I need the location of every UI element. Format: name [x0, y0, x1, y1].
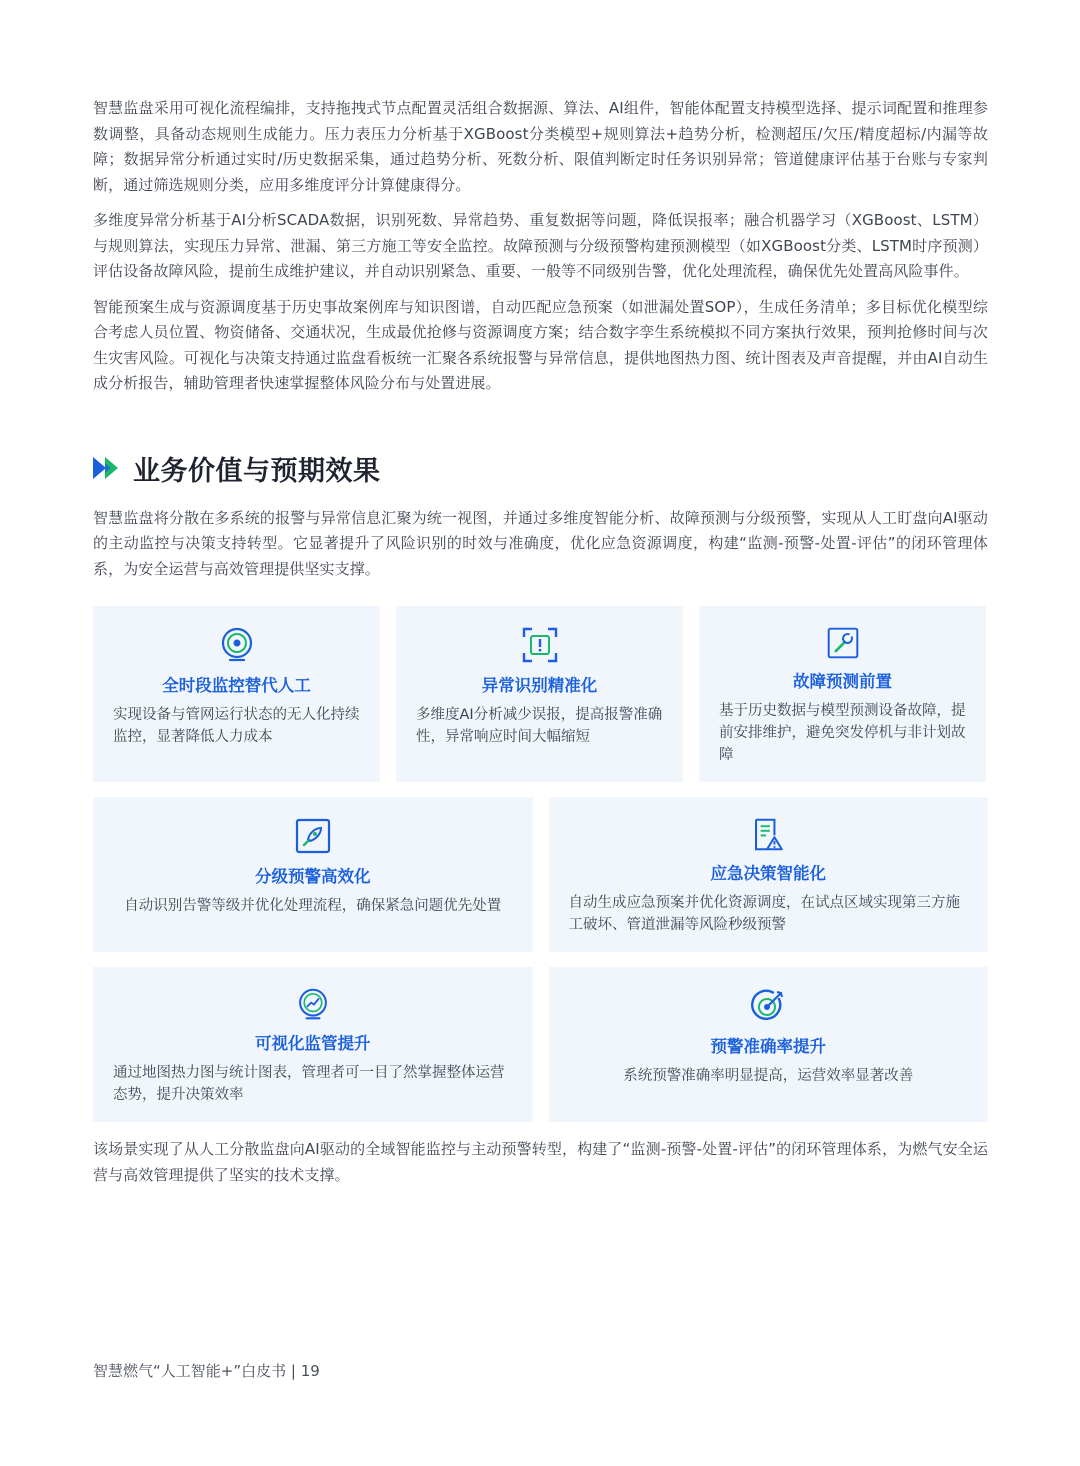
value-card	[93, 606, 380, 782]
section-intro: 智慧监盘将分散在多系统的报警与异常信息汇聚为统一视图，并通过多维度智能分析、故障预测与分级预警，实现从人工盯盘向AI驱动的主动监控与决策支持转型。它显著提升了风险识别的时效与准确度，优化应急资源调度，构建“监测-预警-处置-评估”的闭环管理体系，为安全运营与高效管理提供坚实支撑。	[93, 508, 988, 578]
card-description: 自动识别告警等级并优化处理流程，确保紧急问题优先处置	[124, 898, 502, 914]
page-footer: 智慧燃气“人工智能+”白皮书 | 19	[93, 1362, 320, 1380]
cards-row	[93, 606, 988, 782]
card-description: 实现设备与管网运行状态的无人化持续监控，显著降低人力成本	[113, 707, 360, 745]
paragraph: 多维度异常分析基于AI分析SCADA数据，识别死数、异常趋势、重复数据等问题，降低误报率；融合机器学习（XGBoost、LSTM）与规则算法，实现压力异常、泄漏、第三方施工等安全监控。故障预测与分级预警构建预测模型（如XGBoost分类、LSTM时序预测）评估设备故障风险，提前生成维护建议，并自动识别紧急、重要、一般等不同级别告警，优化处理流程，确保优先处置高风险事件。	[93, 211, 988, 280]
cards-row	[93, 797, 988, 952]
card-title: 应急决策智能化	[710, 864, 826, 883]
monitor-dial-icon	[218, 626, 256, 664]
card-title: 故障预测前置	[793, 672, 892, 691]
card-description: 通过地图热力图与统计图表，管理者可一目了然掌握整体运营态势，提升决策效率	[113, 1065, 505, 1103]
card-description: 系统预警准确率明显提高，运营效率显著改善	[623, 1068, 914, 1084]
double-arrow-icon	[93, 455, 125, 481]
card-description: 多维度AI分析减少误报，提高报警准确性，异常响应时间大幅缩短	[416, 707, 663, 745]
conclusion: 该场景实现了从人工分散监盘向AI驱动的全域智能监控与主动预警转型，构建了“监测-预警-处置-评估”的闭环管理体系，为燃气安全运营与高效管理提供了坚实的技术支撑。	[93, 1140, 988, 1184]
paragraph: 智慧监盘采用可视化流程编排，支持拖拽式节点配置灵活组合数据源、算法、AI组件，智能体配置支持模型选择、提示词配置和推理参数调整，具备动态规则生成能力。压力表压力分析基于XGBoost分类模型+规则算法+趋势分析，检测超压/欠压/精度超标/内漏等故障；数据异常分析通过实时/历史数据采集，通过趋势分析、死数分析、限值判断定时任务识别异常；管道健康评估基于台账与专家判断，通过筛选规则分类，应用多维度评分计算健康得分。	[93, 99, 988, 194]
wrench-icon	[824, 626, 862, 660]
page-content	[93, 96, 988, 1198]
value-card	[699, 606, 986, 782]
card-title: 异常识别精准化	[481, 676, 598, 695]
card-title: 可视化监管提升	[255, 1034, 371, 1053]
target-icon	[749, 987, 787, 1025]
card-title: 分级预警高效化	[255, 867, 371, 886]
card-description: 自动生成应急预案并优化资源调度，在试点区域实现第三方施工破坏、管道泄漏等风险秒级预警	[568, 895, 960, 933]
value-card	[396, 606, 683, 782]
section-title: 业务价值与预期效果	[133, 455, 381, 487]
alert-scan-icon	[521, 626, 559, 664]
rocket-icon	[294, 817, 332, 855]
value-card	[549, 967, 989, 1122]
value-card	[93, 797, 533, 952]
cards-row	[93, 967, 988, 1122]
trend-chart-icon	[294, 987, 332, 1022]
card-title: 全时段监控替代人工	[162, 676, 311, 695]
card-title: 预警准确率提升	[710, 1037, 826, 1056]
paragraph: 智能预案生成与资源调度基于历史事故案例库与知识图谱，自动匹配应急预案（如泄漏处置SOP），生成任务清单；多目标优化模型综合考虑人员位置、物资储备、交通状况，生成最优抢修与资源调度方案；结合数字孪生系统模拟不同方案执行效果，预判抢修时间与次生灾害风险。可视化与决策支持通过监盘看板统一汇聚各系统报警与异常信息，提供地图热力图、统计图表及声音提醒，并由AI自动生成分析报告，辅助管理者快速掌握整体风险分布与处置进展。	[93, 297, 988, 392]
value-card	[549, 797, 989, 952]
document-warning-icon	[749, 817, 787, 852]
card-description: 基于历史数据与模型预测设备故障，提前安排维护，避免突发停机与非计划故障	[719, 703, 966, 763]
value-cards	[93, 606, 988, 1122]
value-card	[93, 967, 533, 1122]
section-heading	[93, 449, 988, 488]
